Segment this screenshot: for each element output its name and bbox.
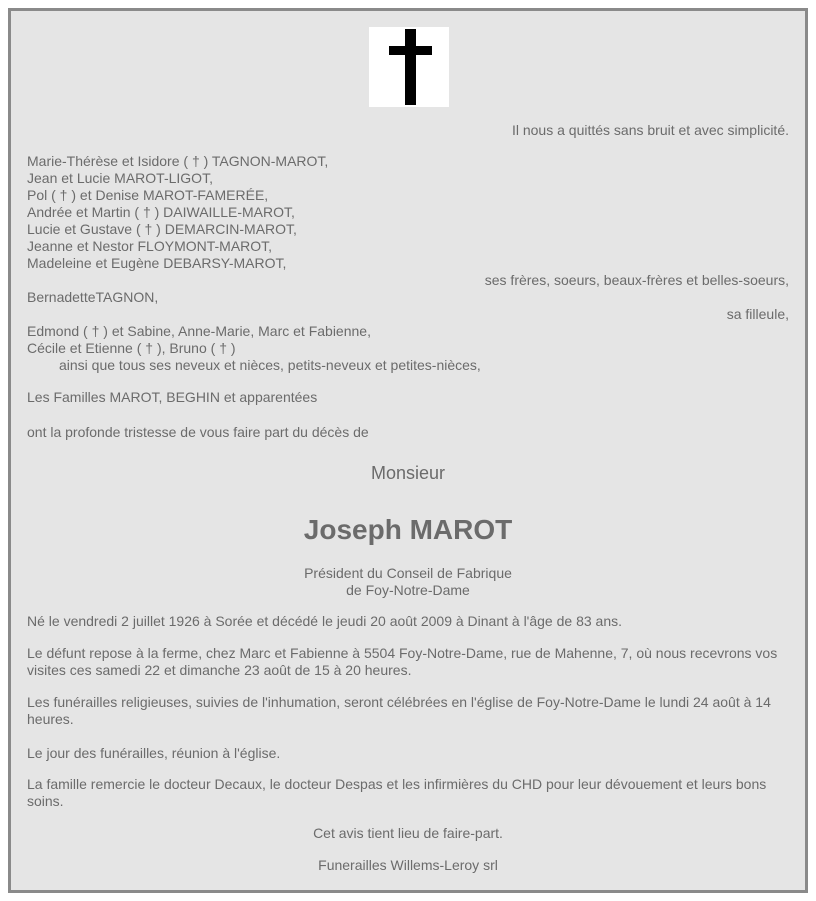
- function-line: Président du Conseil de Fabrique: [304, 565, 512, 581]
- intro-line: Il nous a quittés sans bruit et avec simplicité.: [511, 122, 789, 138]
- families-line: Les Familles MAROT, BEGHIN et apparentées: [27, 389, 318, 405]
- deceased-name: Joseph MAROT: [303, 514, 513, 545]
- obituary-card: [8, 8, 808, 893]
- sibling-line: Lucie et Gustave ( † ) DEMARCIN-MAROT,: [27, 221, 297, 237]
- siblings-role: ses frères, soeurs, beaux-frères et belles-soeurs,: [484, 272, 789, 288]
- thanks-paragraph: La famille remercie le docteur Decaux, le docteur Despas et les infirmières du CHD pour leur dévouement et leurs bons soins.: [27, 776, 767, 809]
- goddaughter-line: BernadetteTAGNON,: [27, 289, 159, 305]
- cross-icon: [369, 27, 449, 107]
- nephew-line: Cécile et Etienne ( † ), Bruno ( † ): [27, 340, 236, 356]
- gathering-paragraph: Le jour des funérailles, réunion à l'église.: [27, 745, 281, 761]
- function-line: de Foy-Notre-Dame: [346, 582, 470, 598]
- visitation-paragraph: Le défunt repose à la ferme, chez Marc et Fabienne à 5504 Foy-Notre-Dame, rue de Mahenne, 7, où nous recevrons vos visites ces samedi 22 et dimanche 23 août de 15 à 20 heures.: [27, 645, 778, 678]
- sibling-line: Jean et Lucie MAROT-LIGOT,: [27, 170, 213, 186]
- birth-death-paragraph: Né le vendredi 2 juillet 1926 à Sorée et décédé le jeudi 20 août 2009 à Dinant à l'âge de 83 ans.: [27, 613, 622, 629]
- sibling-line: Jeanne et Nestor FLOYMONT-MAROT,: [27, 238, 273, 254]
- notice-line: Cet avis tient lieu de faire-part.: [313, 825, 503, 841]
- funeral-paragraph: Les funérailles religieuses, suivies de l'inhumation, seront célébrées en l'église de Foy-Notre-Dame le lundi 24 août à 14 heures.: [27, 694, 771, 727]
- sibling-line: Pol ( † ) et Denise MAROT-FAMERÉE,: [27, 187, 269, 203]
- nephews-role: ainsi que tous ses neveux et nièces, petits-neveux et petites-nièces,: [59, 357, 481, 373]
- sibling-line: Marie-Thérèse et Isidore ( † ) TAGNON-MAROT,: [27, 153, 329, 169]
- sibling-line: Madeleine et Eugène DEBARSY-MAROT,: [27, 255, 287, 271]
- goddaughter-role: sa filleule,: [726, 306, 789, 322]
- undertaker-line: Funerailles Willems-Leroy srl: [318, 857, 498, 873]
- announcement-line: ont la profonde tristesse de vous faire part du décès de: [27, 424, 369, 440]
- honorific: Monsieur: [370, 463, 446, 483]
- nephew-line: Edmond ( † ) et Sabine, Anne-Marie, Marc et Fabienne,: [27, 323, 371, 339]
- sibling-line: Andrée et Martin ( † ) DAIWAILLE-MAROT,: [27, 204, 295, 220]
